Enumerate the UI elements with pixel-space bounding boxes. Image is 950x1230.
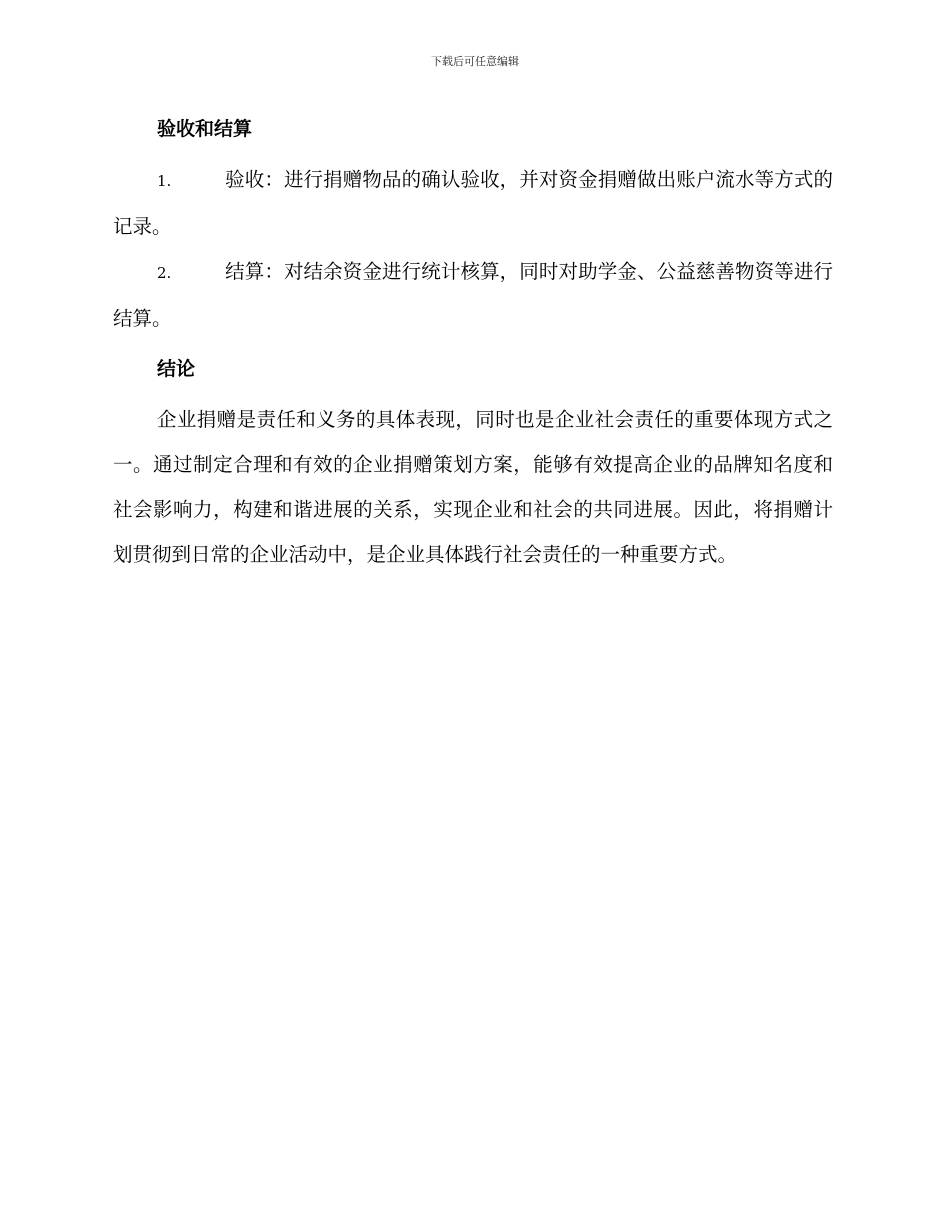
list-item-number: 1.: [157, 172, 172, 190]
list-item-text: 结算：对结余资金进行统计核算，同时对助学金、公益慈善物资等进行结算。: [113, 260, 833, 330]
list-item-number: 2.: [157, 264, 172, 282]
page-header: 下载后可任意编辑: [431, 55, 519, 68]
list-item: [113, 157, 833, 249]
section-heading-acceptance: 验收和结算: [157, 118, 253, 140]
section-heading-conclusion: 结论: [157, 358, 196, 380]
list-item-text: 验收：进行捐赠物品的确认验收，并对资金捐赠做出账户流水等方式的记录。: [113, 168, 833, 238]
conclusion-paragraph: 企业捐赠是责任和义务的具体表现，同时也是企业社会责任的重要体现方式之一。通过制定合理和有效的企业捐赠策划方案，能够有效提高企业的品牌知名度和社会影响力，构建和谐进展的关系，实现企业和社会的共同进展。因此，将捐赠计划贯彻到日常的企业活动中，是企业具体践行社会责任的一种重要方式。: [113, 408, 833, 566]
list-item: [113, 249, 833, 341]
document-body: [113, 112, 833, 577]
